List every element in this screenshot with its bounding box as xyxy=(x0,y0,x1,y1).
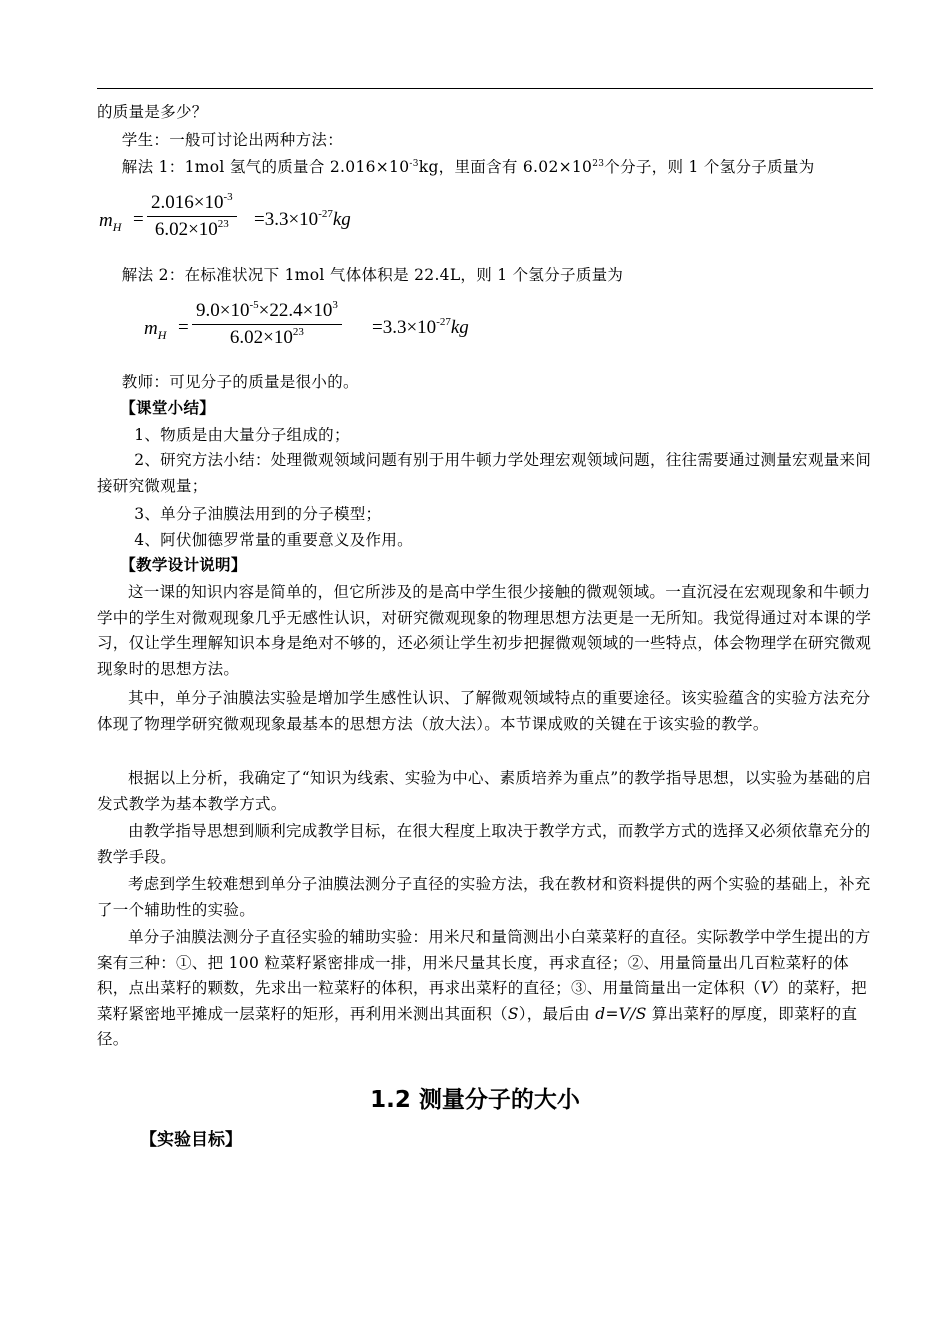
design-paragraph-4: 由教学指导思想到顺利完成教学目标，在很大程度上取决于教学方式，而教学方式的选择又必须依靠充分的教学手段。 xyxy=(97,822,871,866)
heading-experiment-goal: 【实验目标】 xyxy=(140,1130,242,1150)
text-teacher: 教师：可见分子的质量是很小的。 xyxy=(121,373,359,391)
design-paragraph-5: 考虑到学生较难想到单分子油膜法测分子直径的实验方法，我在教材和资料提供的两个实验的基础上，补充了一个辅助性的实验。 xyxy=(97,875,871,919)
formula-1-fraction: $\frac{2.016\times 10^{-3}}{6.02\times 10^{23}}$ xyxy=(147,192,237,241)
formula-2: $m_H$ = $\frac{9.0\times 10^{-5}\times 22.4\times 10^3}{6.02\times 10^{23}}$ $=3.3\times 10^{-27}kg$ xyxy=(144,299,469,348)
design-paragraph-1: 这一课的知识内容是简单的，但它所涉及的是高中学生很少接触的微观领域。一直沉浸在宏观现象和牛顿力学中的学生对微观现象几乎无感性认识，对研究微观现象的物理思想方法更是一无所知。我觉得通过对本课的学习，仅让学生理解知识本身是绝对不够的，还必须让学生初步把握微观领域的一些特点，体会物理学在研究微观现象时的思想方法。 xyxy=(97,583,872,678)
text-student: 学生：一般可讨论出两种方法： xyxy=(121,131,343,149)
formula-2-fraction: $\frac{9.0\times 10^{-5}\times 22.4\times 10^3}{6.02\times 10^{23}}$ xyxy=(192,300,342,349)
text-question-end: 的质量是多少？ xyxy=(97,103,208,121)
section-title: 1.2 测量分子的大小 xyxy=(370,1087,580,1113)
design-paragraph-2: 其中，单分子油膜法实验是增加学生感性认识、了解微观领域特点的重要途径。该实验蕴含的实验方法充分体现了物理学研究微观现象最基本的思想方法（放大法）。本节课成败的关键在于该实验的教学。 xyxy=(97,689,871,733)
heading-summary: 【课堂小结】 xyxy=(120,399,216,417)
design-paragraph-3: 根据以上分析，我确定了“知识为线索、实验为中心、素质培养为重点”的教学指导思想，以实验为基础的启发式教学为基本教学方式。 xyxy=(97,769,872,813)
design-paragraph-6: 单分子油膜法测分子直径实验的辅助实验：用米尺和量筒测出小白菜菜籽的直径。实际教学中学生提出的方案有三种：①、把 100 粒菜籽紧密排成一排，用米尺量其长度，再求直径；②、用量筒量出几百粒菜籽的体积，点出菜籽的颗数，先求出一粒菜籽的体积，再求出菜籽的直径；③、用量筒量出一定体积（V）的菜籽，把菜籽紧密地平摊成一层菜籽的矩形，再利用米测出其面积（S），最后由 d=V/S 算出菜籽的厚度，即菜籽的直径。 xyxy=(97,928,871,1048)
formula-1: $m_H$ = $\frac{2.016\times 10^{-3}}{6.02\times 10^{23}}$ $=3.3\times 10^{-27}kg$ xyxy=(99,191,351,240)
heading-design: 【教学设计说明】 xyxy=(120,556,247,574)
text-method-1: 解法 1：1mol 氢气的质量合 $2.016\times 10^{-3}kg$，里面含有 $6.02\times 10^{23}$个分子，则 1 个氢分子质量为 xyxy=(121,158,815,176)
header-rule xyxy=(97,88,873,89)
text-method-2: 解法 2：在标准状况下 1mol 气体体积是 22.4L，则 1 个氢分子质量为 xyxy=(121,266,624,284)
summary-item-4: 4、阿伏伽德罗常量的重要意义及作用。 xyxy=(134,531,413,549)
summary-item-2: 2、研究方法小结：处理微观领域问题有别于用牛顿力学处理宏观领域问题，往往需要通过测量宏观量来间接研究微观量； xyxy=(97,451,872,495)
summary-item-1: 1、物质是由大量分子组成的； xyxy=(134,426,350,444)
summary-item-3: 3、单分子油膜法用到的分子模型； xyxy=(134,505,382,523)
